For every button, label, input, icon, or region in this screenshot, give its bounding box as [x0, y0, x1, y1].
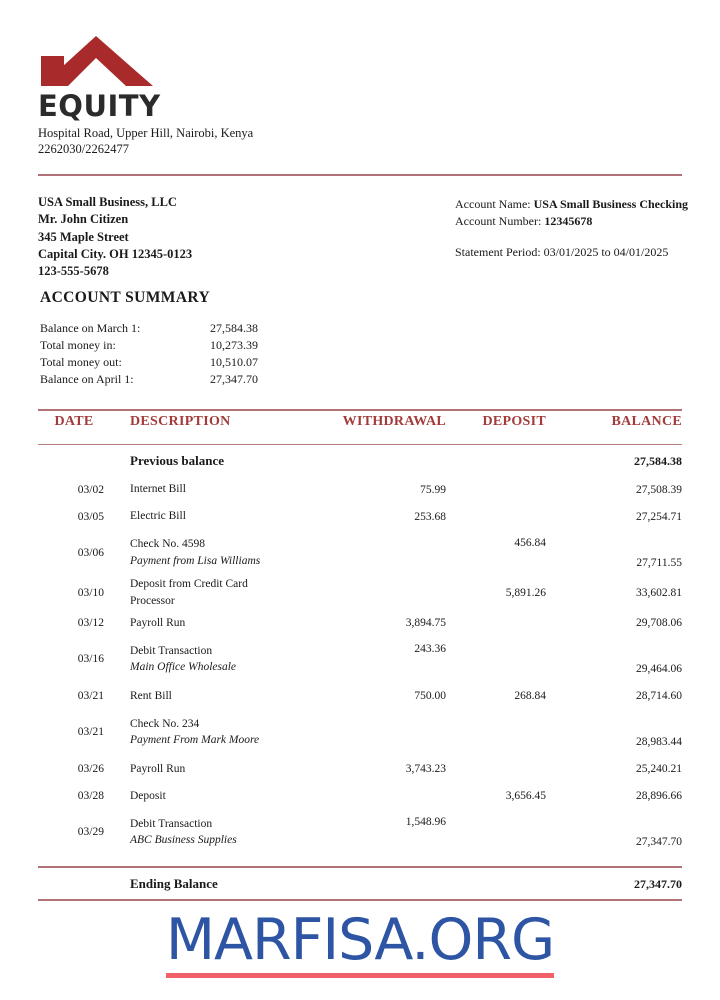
- cell-date: 03/28: [77, 789, 104, 802]
- cell-date: 03/06: [77, 547, 104, 559]
- cell-withdrawal: [290, 709, 446, 716]
- summary-label: Balance on April 1:: [40, 371, 134, 386]
- cell-withdrawal: [290, 530, 446, 537]
- cell-description: [110, 688, 290, 705]
- cell-date: 03/16: [77, 653, 104, 666]
- summary-value: 27,347.70: [210, 371, 258, 386]
- cell-balance: 27,711.55: [636, 557, 682, 569]
- account-summary-title: ACCOUNT SUMMARY: [40, 289, 211, 306]
- summary-value: 27,584.38: [210, 320, 258, 335]
- account-name-value: USA Small Business Checking: [533, 197, 689, 211]
- cell-description: [110, 761, 290, 778]
- watermark-underline: [166, 973, 554, 978]
- account-name-line: [455, 196, 688, 213]
- account-info-block: [455, 196, 688, 261]
- account-name-label: Account Name:: [455, 197, 531, 211]
- cell-balance: 25,240.21: [636, 762, 682, 775]
- desc-main: Payroll Run: [130, 616, 186, 629]
- desc-main: Debit Transaction: [130, 817, 213, 830]
- cell-withdrawal: 3,743.23: [405, 762, 446, 775]
- summary-label: Balance on March 1:: [40, 320, 141, 335]
- cell-description: [110, 576, 290, 609]
- cell-description: Ending Balance: [130, 875, 218, 891]
- desc-main: Electric Bill: [130, 510, 186, 523]
- cell-description: [110, 536, 290, 569]
- cell-date: 03/26: [77, 762, 104, 775]
- cell-description: [110, 716, 290, 749]
- desc-main: Check No. 234: [130, 717, 200, 730]
- summary-row: [40, 353, 258, 370]
- cell-description: [110, 481, 290, 498]
- cell-balance: 27,508.39: [636, 483, 682, 496]
- table-header-rule: [38, 444, 682, 445]
- cell-deposit: 456.84: [514, 537, 546, 549]
- table-row: [38, 755, 682, 782]
- transactions-table: [38, 404, 682, 440]
- table-row: [38, 709, 682, 755]
- cell-date: 03/10: [77, 586, 104, 599]
- cell-date: 03/05: [77, 510, 104, 523]
- summary-value: 10,273.39: [210, 337, 258, 352]
- desc-main: Deposit from Credit Card Processor: [130, 578, 248, 607]
- column-header-balance: BALANCE: [611, 414, 682, 429]
- desc-sub: ABC Business Supplies: [130, 834, 237, 847]
- cell-balance: 28,896.66: [636, 789, 682, 802]
- cell-description: [110, 615, 290, 632]
- bank-address-block: [38, 126, 253, 157]
- cell-date: 03/29: [77, 826, 104, 839]
- cell-balance: 27,584.38: [634, 453, 682, 468]
- cell-deposit: 5,891.26: [505, 586, 546, 599]
- table-row: [38, 682, 682, 709]
- customer-street: 345 Maple Street: [38, 229, 129, 244]
- desc-sub: Payment From Mark Moore: [130, 734, 260, 747]
- cell-balance: 29,708.06: [636, 616, 682, 629]
- cell-balance: 33,602.81: [636, 586, 682, 599]
- watermark: [0, 907, 720, 978]
- desc-main: Check No. 4598: [130, 538, 206, 551]
- table-row: [38, 782, 682, 809]
- summary-label: Total money out:: [40, 354, 122, 369]
- bank-address: Hospital Road, Upper Hill, Nairobi, Kenya: [38, 126, 254, 140]
- cell-date: 03/21: [77, 689, 104, 702]
- table-row: [38, 809, 682, 855]
- cell-withdrawal: 253.68: [414, 510, 446, 523]
- customer-address-block: [38, 194, 192, 280]
- desc-main: Debit Transaction: [130, 644, 213, 657]
- cell-date: 03/12: [77, 616, 104, 629]
- cell-description: [110, 788, 290, 805]
- column-header-date: DATE: [54, 414, 94, 429]
- desc-main: Internet Bill: [130, 483, 186, 496]
- summary-label: Total money in:: [40, 337, 116, 352]
- table-header-row: [38, 404, 682, 440]
- cell-deposit: 3,656.45: [505, 789, 546, 802]
- cell-description: [110, 643, 290, 676]
- desc-main: Rent Bill: [130, 689, 172, 702]
- bank-header: [38, 34, 253, 157]
- cell-balance: 27,347.70: [636, 836, 682, 849]
- cell-deposit: 268.84: [514, 689, 546, 702]
- account-number-value: 12345678: [544, 214, 593, 229]
- cell-withdrawal: 75.99: [420, 483, 446, 496]
- column-header-description: DESCRIPTION: [130, 414, 231, 429]
- cell-withdrawal: 3,894.75: [405, 616, 446, 629]
- account-number-label: Account Number:: [455, 214, 542, 229]
- table-row: [38, 530, 682, 576]
- desc-main: Deposit: [130, 789, 166, 802]
- ending-balance-section: [38, 869, 682, 899]
- cell-description: [110, 508, 290, 525]
- desc-sub: Payment from Lisa Williams: [130, 555, 261, 567]
- customer-company: USA Small Business, LLC: [38, 195, 177, 209]
- desc-main: Payroll Run: [130, 762, 186, 775]
- cell-deposit: [446, 809, 546, 816]
- cell-description: Previous balance: [130, 452, 225, 468]
- cell-balance: 28,983.44: [636, 736, 682, 749]
- roof-chevron-logo-icon: [38, 34, 156, 90]
- cell-balance: 29,464.06: [636, 663, 682, 676]
- statement-period: Statement Period: 03/01/2025 to 04/01/2025: [455, 245, 669, 260]
- summary-value: 10,510.07: [210, 354, 258, 369]
- summary-row: [40, 336, 258, 353]
- cell-balance: 28,714.60: [636, 689, 682, 702]
- table-row: [38, 503, 682, 530]
- customer-city-state-zip: Capital City. OH 12345-0123: [38, 246, 193, 261]
- table-row-ending-balance: [38, 869, 682, 899]
- bank-phone: 2262030/2262477: [38, 141, 129, 156]
- cell-deposit: [446, 709, 546, 716]
- bank-wordmark: EQUITY: [38, 89, 161, 123]
- cell-withdrawal: 243.36: [414, 643, 446, 656]
- cell-balance: 27,254.71: [636, 510, 682, 523]
- cell-date: 03/02: [77, 483, 104, 496]
- transactions-body: [38, 446, 682, 855]
- table-row: [38, 576, 682, 609]
- ending-balance-top-rule: [38, 866, 682, 868]
- table-row-previous-balance: [38, 446, 682, 476]
- summary-row: [40, 370, 258, 387]
- customer-name: Mr. John Citizen: [38, 212, 129, 227]
- account-summary-list: [40, 319, 258, 387]
- cell-balance: 27,347.70: [634, 876, 682, 891]
- summary-row: [40, 319, 258, 336]
- cell-description: [110, 816, 290, 849]
- account-number-line: [455, 213, 688, 230]
- desc-sub: Main Office Wholesale: [130, 661, 237, 674]
- customer-phone: 123-555-5678: [38, 264, 109, 278]
- cell-withdrawal: 1,548.96: [405, 816, 446, 829]
- column-header-withdrawal: WITHDRAWAL: [342, 414, 446, 429]
- table-row: [38, 636, 682, 682]
- table-row: [38, 609, 682, 636]
- header-divider: [38, 174, 682, 176]
- cell-withdrawal: 750.00: [414, 689, 446, 702]
- cell-deposit: [446, 636, 546, 643]
- table-row: [38, 476, 682, 503]
- ending-balance-bottom-rule: [38, 899, 682, 901]
- cell-date: 03/21: [77, 726, 104, 739]
- column-header-deposit: DEPOSIT: [482, 414, 546, 429]
- watermark-text: MARFISA.ORG: [165, 907, 555, 973]
